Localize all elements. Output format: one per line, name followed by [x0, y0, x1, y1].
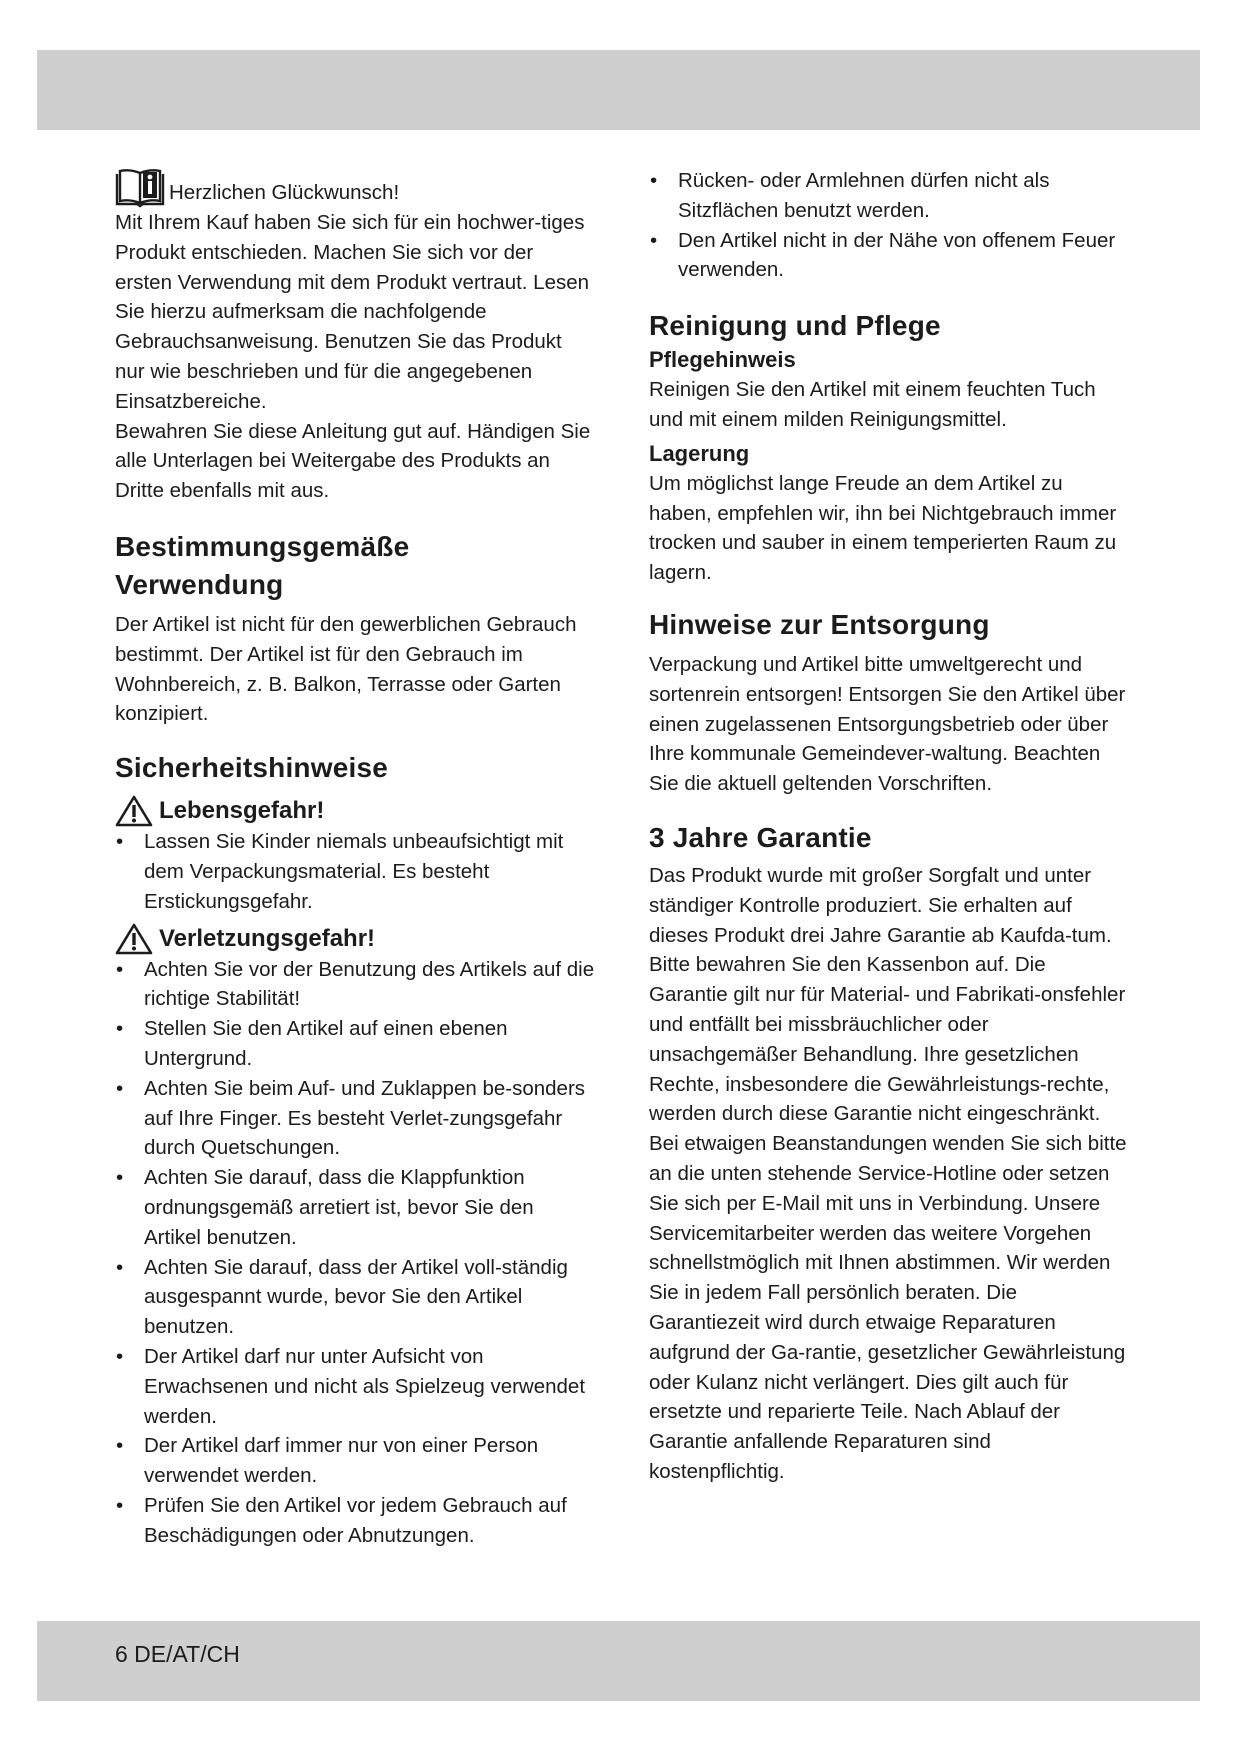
list-item: • Achten Sie darauf, dass der Artikel voll-ständig ausgespannt wurde, bevor Sie den Artikel benutzen. [116, 1255, 568, 1339]
danger-life-heading [115, 795, 595, 827]
page-number: 6 DE/AT/CH [115, 1641, 240, 1667]
left-column [115, 160, 595, 1550]
danger-injury-heading [115, 923, 595, 955]
warning-triangle-icon [115, 795, 153, 827]
storage-text: Um möglichst lange Freude an dem Artikel zu haben, empfehlen wir, ihn bei Nichtgebrauch immer trocken und sauber in einem temperierten Raum zu lagern. [649, 471, 1117, 585]
list-item: • Rücken- oder Armlehnen dürfen nicht als Sitzflächen benutzt werden. [650, 169, 1050, 222]
list-item: • Den Artikel nicht in der Nähe von offenem Feuer verwenden. [650, 228, 1116, 282]
care-title: Reinigung und Pflege [649, 310, 941, 342]
warning-triangle-icon [115, 923, 153, 955]
footer-band [37, 1621, 1200, 1701]
safety-title: Sicherheitshinweise [115, 752, 389, 784]
read-manual-icon [115, 168, 165, 208]
warranty-title: 3 Jahre Garantie [649, 821, 872, 853]
usage-text: Der Artikel ist nicht für den gewerblichen Gebrauch bestimmt. Der Artikel ist für den Gebrauch im Wohnbereich, z. B. Balkon, Terrasse oder Garten konzipiert. [115, 612, 577, 726]
disposal-title: Hinweise zur Entsorgung [649, 608, 990, 640]
intro-paragraph-2: Bewahren Sie diese Anleitung gut auf. Händigen Sie alle Unterlagen bei Weitergabe des Produkts an Dritte ebenfalls mit aus. [115, 419, 591, 503]
list-item: • Der Artikel darf immer nur von einer Person verwendet werden. [116, 1434, 539, 1488]
list-item: • Achten Sie darauf, dass die Klappfunktion ordnungsgemäß arretiert ist, bevor Sie den Artikel benutzen. [116, 1166, 534, 1249]
right-column [649, 160, 1129, 1487]
intro-paragraph-1: Mit Ihrem Kauf haben Sie sich für ein hochwer-tiges Produkt entschieden. Machen Sie sich vor der ersten Verwendung mit dem Produkt vertraut. Lesen Sie hierzu aufmerksam die nachfolgende Gebrauchsanweisung. Benutzen Sie das Produkt nur wie beschrieben und für die angegebenen Einsatzbereiche. [115, 211, 590, 413]
usage-title: Bestimmungsgemäße Verwendung [115, 530, 410, 600]
list-item: • Achten Sie beim Auf- und Zuklappen be-sonders auf Ihre Finger. Es besteht Verlet-zungsgefahr durch Quetschungen. [116, 1076, 586, 1160]
list-item: • Der Artikel darf nur unter Aufsicht von Erwachsenen und nicht als Spielzeug verwendet werden. [116, 1344, 586, 1428]
storage-heading: Lagerung [649, 440, 750, 466]
danger-injury-label: Verletzungsgefahr! [159, 924, 376, 952]
list-item: • Stellen Sie den Artikel auf einen ebenen Untergrund. [116, 1017, 508, 1070]
list-item: • Achten Sie vor der Benutzung des Artikels auf die richtige Stabilität! [116, 957, 595, 1011]
danger-life-label: Lebensgefahr! [159, 797, 325, 825]
intro-heading-row [115, 168, 595, 208]
danger-injury-list [115, 955, 595, 1551]
intro-heading: Herzlichen Glückwunsch! [169, 181, 400, 205]
list-item: • Prüfen Sie den Artikel vor jedem Gebrauch auf Beschädigungen oder Abnutzungen. [116, 1493, 567, 1547]
disposal-text: Verpackung und Artikel bitte umweltgerecht und sortenrein entsorgen! Entsorgen Sie den Artikel über einen zugelassenen Entsorgungsbetrieb oder über Ihre kommunale Gemeindever-waltung. Beachten Sie die aktuell geltenden Vorschriften. [649, 652, 1126, 796]
danger-life-list [115, 827, 595, 916]
list-item: • Lassen Sie Kinder niemals unbeaufsichtigt mit dem Verpackungsmaterial. Es besteht Erstickungsgefahr. [116, 830, 564, 913]
danger-injury-list-continued [649, 166, 1129, 285]
care-text: Reinigen Sie den Artikel mit einem feuchten Tuch und mit einem milden Reinigungsmittel. [649, 378, 1096, 431]
care-heading: Pflegehinweis [649, 347, 796, 373]
header-band [37, 50, 1200, 130]
warranty-text: Das Produkt wurde mit großer Sorgfalt und unter ständiger Kontrolle produziert. Sie erhalten auf dieses Produkt drei Jahre Garantie ab Kaufda-tum. Bitte bewahren Sie den Kassenbon auf. Die Garantie gilt nur für Material- und Fabrikati-onsfehler und entfällt bei missbräuchlicher oder unsachgemäßer Behandlung. Ihre gesetzlichen Rechte, insbesondere die Gewährleistungs-rechte, werden durch diese Garantie nicht eingeschränkt. Bei etwaigen Beanstandungen wenden Sie sich bitte an die unten stehende Service-Hotline oder setzen Sie sich per E-Mail mit uns in Verbindung. Unsere Servicemitarbeiter werden das weitere Vorgehen schnellstmöglich mit Ihnen abstimmen. Wir werden Sie in jedem Fall persönlich beraten. Die Garantiezeit wird durch etwaige Reparaturen aufgrund der Ga-rantie, gesetzlicher Gewährleistung oder Kulanz nicht verlängert. Dies gilt auch für ersetzte und reparierte Teile. Nach Ablauf der Garantie anfallende Reparaturen sind kostenpflichtig. [649, 863, 1127, 1483]
